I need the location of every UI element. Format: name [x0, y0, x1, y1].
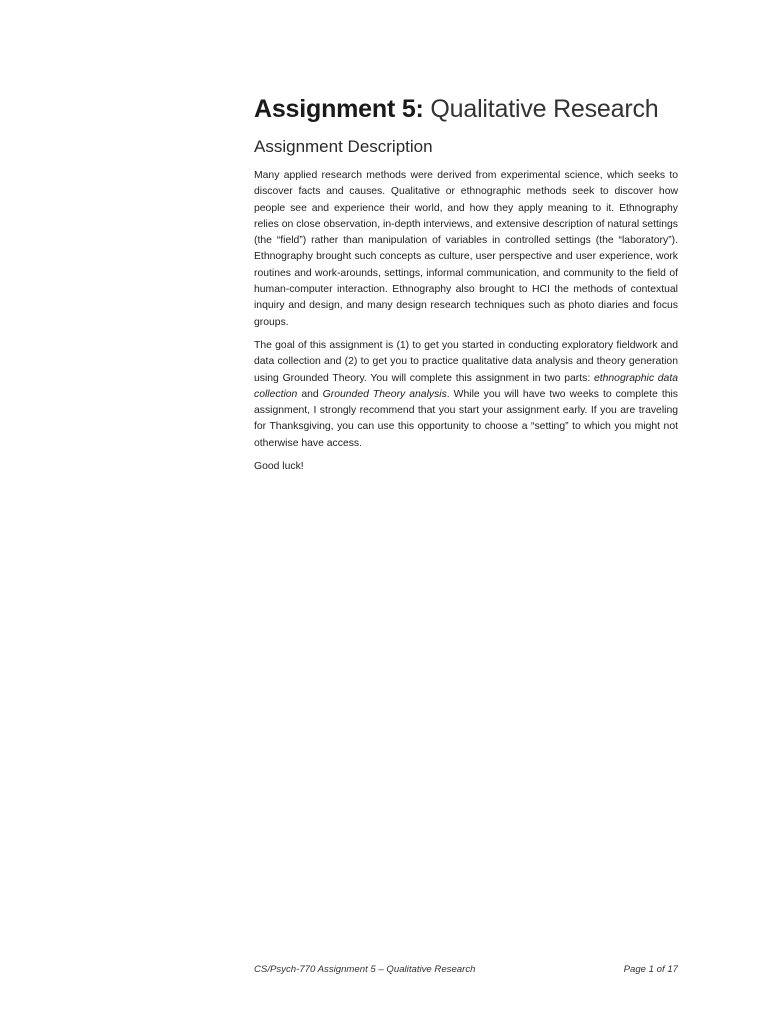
paragraph-goal	[254, 338, 678, 452]
footer-course-title: CS/Psych-770 Assignment 5 – Qualitative Research	[254, 964, 476, 975]
emphasis-ethnographic-data-collection: ethnographic data collection	[254, 372, 678, 400]
paragraph-goal-text-2: . While you will have two weeks to complete this assignment, I strongly recommend that you start your assignment early. If you are traveling for Thanksgiving, you can use this opportunity to choose a “setting” to which you might not otherwise have access.	[254, 388, 678, 449]
title-colon: :	[415, 95, 424, 123]
section-heading: Assignment Description	[254, 137, 433, 156]
page-footer	[254, 964, 678, 975]
page-content	[254, 92, 678, 482]
emphasis-grounded-theory-analysis: Grounded Theory analysis	[322, 388, 447, 400]
footer-page-number: Page 1 of 17	[623, 964, 678, 975]
title-topic: Qualitative Research	[423, 95, 659, 123]
title-assignment-number: Assignment 5	[254, 95, 416, 123]
paragraph-closing: Good luck!	[254, 461, 304, 473]
paragraph-goal-text-1: The goal of this assignment is (1) to get you started in conducting exploratory fieldwork and data collection and (2) to get you to practice qualitative data analysis and theory generation using Grounded Theory. You will complete this assignment in two parts:	[254, 339, 678, 384]
paragraph-intro: Many applied research methods were derived from experimental science, which seeks to discover facts and causes. Qualitative or ethnographic methods seek to discover how people see and experience their world, and how they apply meaning to it. Ethnography relies on close observation, in-depth interviews, and extensive description of natural settings (the “field”) rather than manipulation of variables in controlled settings (the “laboratory”). Ethnography brought such concepts as culture, user perspective and user experience, work routines and work-arounds, settings, informal communication, and community to the field of human-computer interaction. Ethnography also brought to HCI the methods of contextual inquiry and design, and many design research techniques such as photo diaries and focus groups.	[254, 170, 678, 328]
page-title	[254, 92, 678, 126]
paragraph-goal-and: and	[297, 388, 323, 400]
